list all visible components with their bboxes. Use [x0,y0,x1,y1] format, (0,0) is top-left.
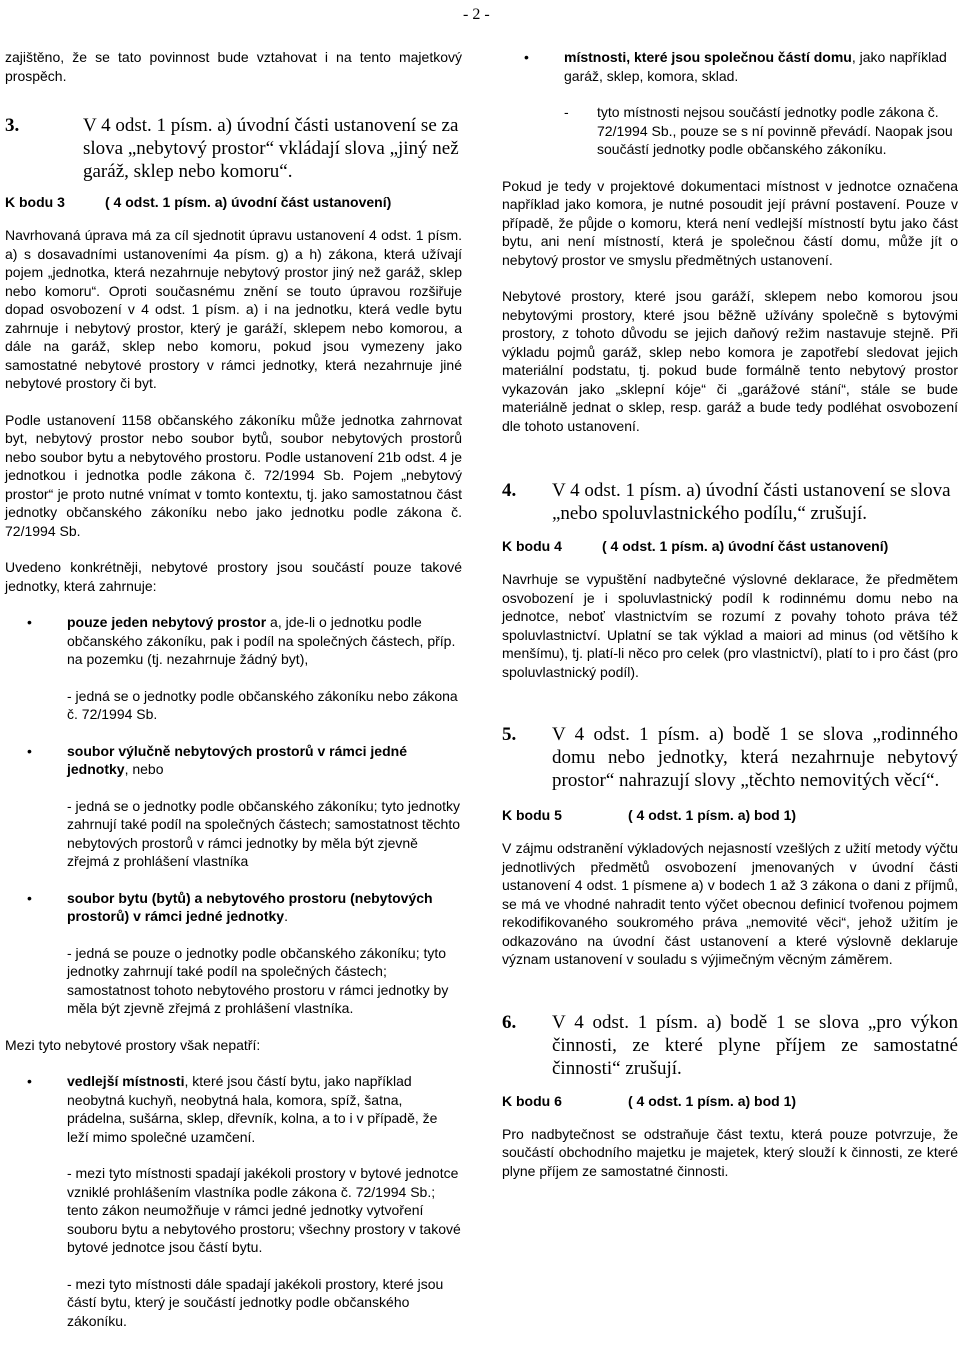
section-5 [502,723,958,792]
paragraph: Navrhuje se vypuštění nadbytečné výslovné deklarace, že předmětem osvobození je i spoluvlastnický podíl k rodinnému domu nebo na jednotce, neboť vlastnictvím se rozumí z povahy tohoto práva též spoluvlastnictví. Uplatní se tak výklad a maiori ad minus (od většího k menšímu), tj. platí-li něco pro celek (pro vlastnictví), platí to i pro část (pro spoluvlastnický podíl). [502,571,958,680]
left-column [5,48,462,1330]
bullet-bold: soubor výlučně nebytových prostorů v rámci jedné jednotky [67,742,407,777]
bullet-sub-text: - mezi tyto místnosti dále spadají jakékoli prostory, které jsou částí bytu, který je součástí jednotky podle občanského zákoníku. [67,1275,444,1329]
bullet-text: , jako například garáž, sklep, komora, sklad. [564,49,947,84]
bullet-text: , které jsou částí bytu, jako například neobytná kuchyň, neobytná hala, komora, spíž, šatna, prádelna, sušárna, sklep, dřevník, kolna, a to i v případě, že leží mimo společné uzamčení. [67,1073,438,1145]
bullet-sub-text: - jedná se pouze o jednotky podle občanského zákoníku; tyto jednotky zahrnují také podíl na společných částech; samostatnost tohoto nebytového prostoru v rámci jednotky by měla být zjevně zřejmá z prohlášení vlastníka. [67,944,449,1016]
bullet-item [5,1072,462,1146]
k-bodu-3-heading [5,193,462,212]
k-bodu-6-heading [502,1092,958,1111]
bullet-item [5,889,462,926]
bullet-item [5,613,462,669]
section-number: 6. [502,1011,517,1033]
k-bodu-reference: ( 4 odst. 1 písm. a) úvodní část ustanovení) [105,194,392,210]
k-bodu-reference: ( 4 odst. 1 písm. a) úvodní část ustanovení) [602,538,889,554]
k-bodu-reference: ( 4 odst. 1 písm. a) bod 1) [628,807,797,823]
section-6 [502,1011,958,1080]
paragraph: Pro nadbytečnost se odstraňuje část textu, která pouze potvrzuje, že součástí obchodního majetku je majetek, který slouží k činnosti, ze které plyne příjem ze samostatné činnosti. [502,1125,958,1179]
section-text: V 4 odst. 1 písm. a) bodě 1 se slova „rodinného domu nebo jednotky, která nezahrnuje nebytový prostor“ nahrazují slovy „těchto nemovitých věcí“. [552,724,958,791]
paragraph: Mezi tyto nebytové prostory však nepatří: [5,1036,261,1053]
section-text: V 4 odst. 1 písm. a) úvodní části ustanovení se slova „nebo spoluvlastnického podílu,“ zrušují. [552,480,951,524]
bullet-bold: pouze jeden nebytový prostor [67,614,267,630]
paragraph: Navrhovaná úprava má za cíl sjednotit úpravu ustanovení 4 odst. 1 písm. a) s dosavadními ustanoveními 4a písm. g) a h) zákona, která užívají pojem „jednotka, která nezahrnuje nebytový prostor jiný než garáž, sklep nebo komoru“. Oproti současnému znění se touto úpravou rozšiřuje dopad osvobození v 4 odst. 1 písm. a) i na jednotku, která vedle bytu zahrnuje i nebytový prostor, který je garáží, sklepem nebo komorou, a dále na garáž, sklep nebo komoru, pokud jsou vymezeny jako samostatné nebytové prostory v rámci jednotky, která nezahrnuje jiné nebytové prostory či byt. [5,227,462,391]
dash-item [502,103,958,159]
paragraph: Nebytové prostory, které jsou garáží, sklepem nebo komorou jsou nebytovými prostory, které jsou běžně užívány společně s bytovými prostory, z tohoto důvodu se jejich daňový režim nastavuje stejně. Při výkladu pojmů garáž, sklep nebo komora je zapotřebí sledovat jejich materiální podstatu, tj. pokud bude formálně tento nebytový prostor vykazován jako „sklepní kóje“ či „garážové stání“, stále se bude materiálně jednat o sklep, resp. garáž a bude tedy podléhat osvobození dle tohoto ustanovení. [502,288,958,434]
dash-text: tyto místnosti nejsou součástí jednotky podle zákona č. 72/1994 Sb., pouze se s ní povinně převádí. Naopak jsou součástí jednotky podle občanského zákoníku. [597,104,953,157]
bullet-text: . [284,908,288,924]
bullet-text: , nebo [124,761,164,777]
bullet-item [502,48,958,85]
section-number: 3. [5,115,20,136]
k-bodu-5-heading [502,806,958,825]
paragraph: Uvedeno konkrétněji, nebytové prostory jsou součástí pouze takové jednotky, která zahrnuje: [5,559,462,594]
paragraph: Pokud je tedy v projektové dokumentaci místnost v jednotce označena například jako komora, je nutné posoudit její právní postavení. Pouze v případě, že půjde o komoru, která není vedlejší místností bytu jako část bytu, ani není místností, která je společnou částí domu, může jít o nebytový prostor ve smyslu předmětných ustanovení. [502,177,958,268]
section-4 [502,479,958,525]
section-number: 4. [502,480,517,501]
k-bodu-label: K bodu 4 [502,538,562,554]
bullet-item [5,742,462,779]
k-bodu-label: K bodu 5 [502,807,562,823]
paragraph: zajištěno, že se tato povinnost bude vztahovat i na tento majetkový prospěch. [5,49,462,84]
bullet-sub-text: - mezi tyto místnosti spadají jakékoli prostory v bytové jednotce vzniklé prohlášením vlastníka podle zákona č. 72/1994 Sb.; tento zákon neumožňuje v rámci jedné jednotky vytvoření souboru bytu a nebytového prostoru; všechny prostory v takové bytové jednotce jsou částí bytu. [67,1165,461,1255]
section-number: 5. [502,724,517,745]
paragraph: Podle ustanovení 1158 občanského zákoníku může jednotka zahrnovat byt, nebytový prostor nebo soubor bytů, soubor nebytových prostorů nebo soubor bytu a nebytového prostoru. Podle ustanovení 21b odst. 4 je jednotkou i jednotka podle zákona č. 72/1994 Sb. Pojem „nebytový prostor“ je proto nutné vnímat v tomto kontextu, tj. jako samostatnou část jednotky občanského zákoníku nebo jako jednotku podle zákona č. 72/1994 Sb. [5,411,462,539]
right-column [502,48,958,1180]
section-text: V 4 odst. 1 písm. a) bodě 1 se slova „pro výkon činnosti, ze které plyne příjem ze samostatné činnosti“ zrušují. [552,1011,958,1079]
k-bodu-label: K bodu 6 [502,1092,562,1109]
k-bodu-label: K bodu 3 [5,194,65,210]
dash-marker: - [564,104,569,120]
section-text: V 4 odst. 1 písm. a) úvodní části ustanovení se za slova „nebytový prostor“ vkládají slova „jiný než garáž, sklep nebo komoru“. [83,115,459,182]
bullet-bold: soubor bytu (bytů) a nebytového prostoru (nebytových prostorů) v rámci jedné jednotky [67,889,433,924]
k-bodu-4-heading [502,537,958,556]
bullet-text: a, jde-li o jednotku podle občanského zákoníku, pak i podíl na společných částech, příp. na pozemku (tj. nezahrnuje žádný byt), [67,614,456,667]
bullet-bold: vedlejší místnosti [67,1073,185,1089]
page-number: - 2 - [463,6,490,23]
section-3 [5,114,462,183]
bullet-sub-text: - jedná se o jednotky podle občanského zákoníku; tyto jednotky zahrnují také podíl na společných částech; samostatnost těchto nebytových prostorů v rámci jednotky by měla být zjevně zřejmá z prohlášení vlastníka [67,797,461,869]
bullet-sub-text: - jedná se o jednotky podle občanského zákoníku nebo zákona č. 72/1994 Sb. [67,687,458,722]
bullet-bold: místnosti, které jsou společnou částí domu [564,49,852,65]
paragraph: V zájmu odstranění výkladových nejasností vzešlých z užití metody výčtu jednotlivých předmětů osvobození jmenovaných v úvodní části ustanovení 4 odst. 1 písmene a) v bodech 1 až 3 zákona o dani z příjmů, se má ve vhodné nahradit tento výčet obecnou definicí tvořenou pojmem rekodifikovaného soukromého práva „nemovité věci“, jehož užitím je odkazováno na úvodní část ustanovení a které výslovně deklaruje význam ustanovení v souladu s výjimečným věcným záměrem. [502,840,958,967]
k-bodu-reference: ( 4 odst. 1 písm. a) bod 1) [628,1092,797,1109]
